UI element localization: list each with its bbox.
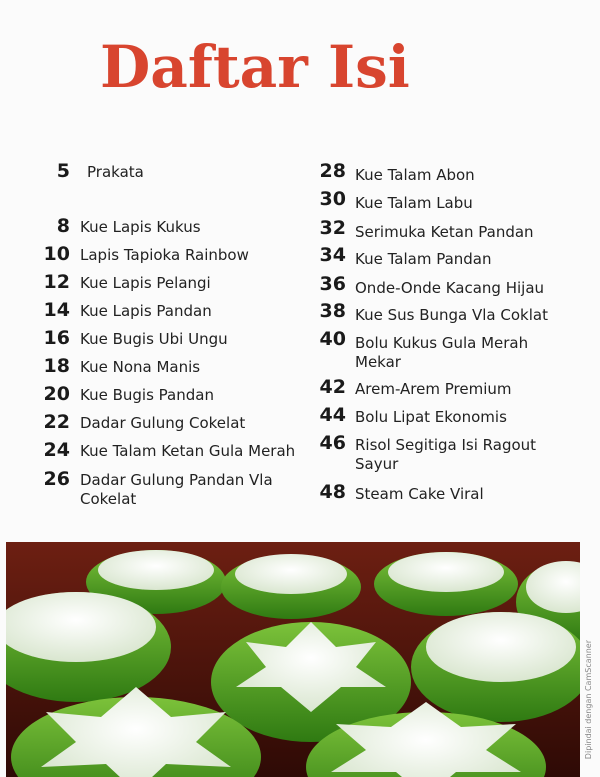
toc-page-number: 42 — [319, 376, 346, 398]
toc-page-number: 10 — [43, 243, 70, 265]
toc-title: Kue Talam Ketan Gula Merah — [80, 442, 296, 460]
toc-page-number: 46 — [319, 432, 346, 454]
toc-title: Steam Cake Viral — [355, 485, 484, 503]
toc-page-number: 5 — [56, 160, 70, 182]
toc-page-number: 20 — [43, 383, 70, 405]
toc-page-number: 30 — [319, 188, 346, 210]
page-title: Daftar Isi — [100, 33, 410, 101]
toc-entry[interactable] — [296, 188, 566, 210]
cake-back-right — [374, 552, 518, 616]
toc-entry[interactable] — [296, 244, 566, 266]
toc-title: Bolu Lipat Ekonomis — [355, 408, 507, 426]
toc-page-number: 16 — [43, 327, 70, 349]
toc-entry[interactable] — [296, 404, 566, 426]
toc-title: Kue Talam Labu — [355, 194, 473, 212]
toc-page-number: 38 — [319, 300, 346, 322]
toc-page-number: 34 — [319, 244, 346, 266]
toc-page-number: 36 — [319, 273, 346, 295]
toc-title: Serimuka Ketan Pandan — [355, 223, 534, 241]
toc-page-number: 22 — [43, 411, 70, 433]
toc-entry[interactable] — [0, 299, 300, 321]
toc-entry[interactable] — [296, 481, 566, 503]
toc-page-number: 26 — [43, 468, 70, 490]
toc-title: Kue Nona Manis — [80, 358, 201, 376]
scanner-watermark: Dipindai dengan CamScanner — [584, 640, 593, 760]
toc-title: Prakata — [87, 163, 144, 181]
toc-title: Bolu Kukus Gula Merah Mekar — [355, 334, 529, 371]
toc-entry[interactable] — [0, 243, 300, 265]
toc-title: Kue Lapis Pelangi — [80, 274, 211, 292]
toc-entry[interactable] — [0, 383, 300, 405]
toc-entry[interactable] — [296, 160, 566, 182]
toc-title: Arem-Arem Premium — [355, 380, 512, 398]
toc-entry[interactable] — [296, 432, 566, 476]
toc-entry[interactable] — [0, 439, 300, 461]
toc-entry[interactable] — [0, 271, 300, 293]
toc-entry[interactable] — [0, 355, 300, 377]
toc-entry[interactable] — [296, 376, 566, 398]
toc-page-number: 32 — [319, 217, 346, 239]
toc-title: Kue Talam Pandan — [355, 250, 492, 268]
toc-entry[interactable] — [0, 160, 300, 182]
toc-page-number: 12 — [43, 271, 70, 293]
toc-page-number: 28 — [319, 160, 346, 182]
cake-photo — [6, 542, 580, 777]
toc-entry[interactable] — [0, 468, 300, 510]
toc-title: Kue Bugis Pandan — [80, 386, 214, 404]
toc-entry[interactable] — [296, 328, 566, 372]
toc-entry[interactable] — [0, 411, 300, 433]
toc-title: Lapis Tapioka Rainbow — [80, 246, 249, 264]
toc-title: Kue Lapis Pandan — [80, 302, 212, 320]
toc-page-number: 24 — [43, 439, 70, 461]
toc-title: Dadar Gulung Pandan Vla Cokelat — [80, 471, 273, 508]
toc-page-number: 44 — [319, 404, 346, 426]
toc-page-number: 14 — [43, 299, 70, 321]
toc-title: Kue Bugis Ubi Ungu — [80, 330, 228, 348]
toc-entry[interactable] — [296, 300, 566, 322]
toc-title: Dadar Gulung Cokelat — [80, 414, 246, 432]
toc-page-number: 48 — [319, 481, 346, 503]
toc-title: Kue Sus Bunga Vla Coklat — [355, 306, 548, 324]
toc-entry[interactable] — [296, 217, 566, 239]
toc-title: Kue Talam Abon — [355, 166, 475, 184]
toc-title: Kue Lapis Kukus — [80, 218, 201, 236]
toc-page-number: 18 — [43, 355, 70, 377]
toc-title: Risol Segitiga Isi Ragout Sayur — [355, 436, 537, 473]
toc-entry[interactable] — [0, 215, 300, 237]
toc-page-number: 8 — [56, 215, 70, 237]
toc-entry[interactable] — [0, 327, 300, 349]
toc-page-number: 40 — [319, 328, 346, 350]
toc-entry[interactable] — [296, 273, 566, 295]
toc-title: Onde-Onde Kacang Hijau — [355, 279, 545, 297]
